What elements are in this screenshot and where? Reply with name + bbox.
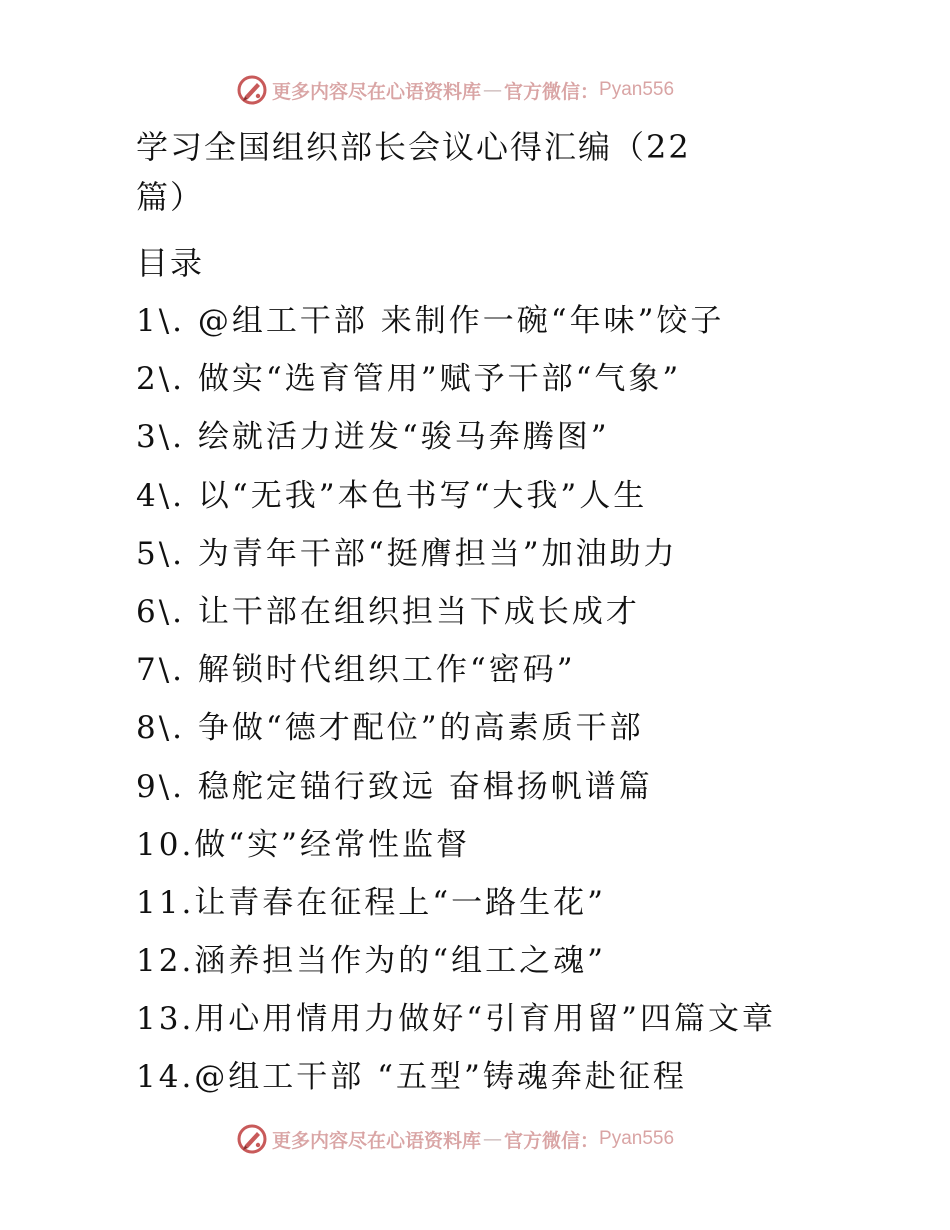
toc-item: 1\. @组工干部 来制作一碗“年味”饺子	[136, 303, 725, 339]
toc-heading: 目录	[136, 244, 205, 282]
toc-item: 2\. 做实“选育管用”赋予干部“气象”	[136, 361, 682, 398]
header-watermark	[236, 73, 674, 107]
toc-item: 11.让青春在征程上“一路生花”	[136, 884, 606, 921]
watermark-id: Pyan556	[599, 79, 675, 100]
toc-item: 8\. 争做“德才配位”的高素质干部	[136, 710, 644, 747]
toc-item: 12.涵养担当作为的“组工之魂”	[136, 943, 606, 980]
watermark-id: Pyan556	[599, 1128, 675, 1149]
watermark-separator: —	[483, 1128, 503, 1150]
toc-item: 13.用心用情用力做好“引育用留”四篇文章	[136, 1001, 776, 1038]
pen-seal-logo-icon	[236, 1123, 268, 1155]
watermark-text: 更多内容尽在心语资料库	[272, 80, 482, 103]
toc-item: 6\. 让干部在组织担当下成长成才	[136, 593, 640, 630]
toc-item: 5\. 为青年干部“挺膺担当”加油助力	[136, 535, 678, 572]
toc-item: 3\. 绘就活力迸发“骏马奔腾图”	[136, 419, 610, 456]
watermark-label: 官方微信：	[504, 80, 600, 103]
footer-watermark	[236, 1122, 674, 1156]
pen-seal-logo-icon	[236, 74, 268, 106]
watermark-separator: —	[483, 79, 503, 101]
watermark-label: 官方微信：	[504, 1129, 600, 1152]
document-title: 学习全国组织部长会议心得汇编（22篇）	[136, 128, 691, 216]
toc-item: 7\. 解锁时代组织工作“密码”	[136, 652, 576, 689]
toc-item: 14.@组工干部 “五型”铸魂奔赴征程	[136, 1059, 687, 1096]
toc-item: 4\. 以“无我”本色书写“大我”人生	[136, 477, 648, 514]
watermark-text: 更多内容尽在心语资料库	[272, 1129, 482, 1152]
table-of-contents	[136, 298, 936, 1113]
toc-item: 9\. 稳舵定锚行致远 奋楫扬帆谱篇	[136, 768, 653, 805]
toc-item: 10.做“实”经常性监督	[136, 826, 470, 863]
